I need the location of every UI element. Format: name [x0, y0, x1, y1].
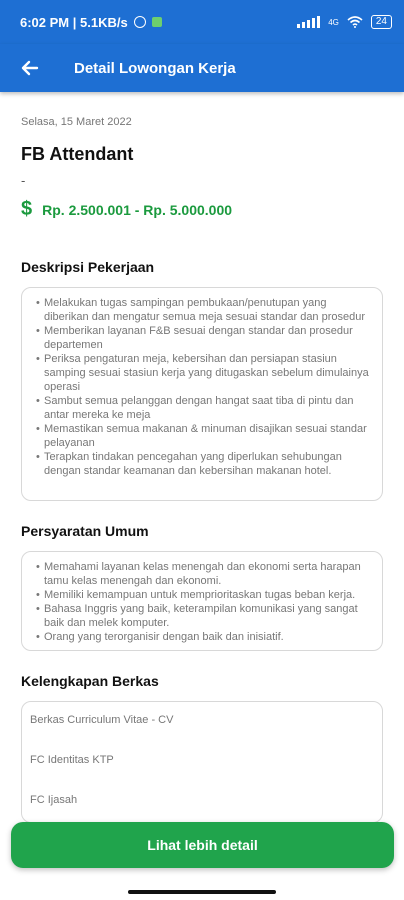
berkas-item: FC Ijasah	[30, 794, 78, 806]
app-bar	[0, 44, 404, 92]
status-time: 6:02 PM | 5.1KB/s	[20, 14, 128, 30]
notification-icon	[134, 16, 146, 28]
kelengkapan-title: Kelengkapan Berkas	[21, 673, 159, 689]
deskripsi-box[interactable]	[21, 287, 383, 501]
network-label: 4G	[328, 17, 339, 27]
app-notification-icon	[152, 17, 162, 27]
back-arrow-icon	[20, 58, 40, 78]
signal-icon	[297, 16, 320, 28]
status-bar	[0, 0, 404, 44]
page-title: Detail Lowongan Kerja	[74, 59, 236, 77]
list-item: • Memberikan layanan F&B sesuai dengan standar dan prosedur departemen	[34, 324, 372, 352]
list-item: • Terapkan tindakan pencegahan yang diperlukan sehubungan dengan standar keamanan dan kebersihan makanan hotel.	[34, 450, 372, 478]
wifi-icon	[347, 16, 363, 28]
list-item: • Memahami layanan kelas menengah dan ekonomi serta harapan tamu kelas menengah dan ekonomi.	[34, 560, 372, 588]
post-date: Selasa, 15 Maret 2022	[21, 116, 132, 128]
job-title: FB Attendant	[21, 144, 134, 164]
view-detail-button[interactable]: Lihat lebih detail	[11, 822, 394, 868]
deskripsi-title: Deskripsi Pekerjaan	[21, 259, 155, 275]
berkas-item: Berkas Curriculum Vitae - CV	[30, 714, 174, 726]
salary-text: Rp. 2.500.001 - Rp. 5.000.000	[42, 201, 233, 218]
status-right	[297, 15, 392, 29]
job-detail-content	[0, 92, 404, 823]
salary-row	[21, 198, 383, 221]
list-item: • Orang yang terorganisir dengan baik dan inisiatif.	[34, 630, 372, 644]
job-subtitle: -	[21, 173, 26, 188]
status-left	[20, 15, 162, 30]
deskripsi-list	[34, 296, 372, 478]
persyaratan-title: Persyaratan Umum	[21, 523, 149, 539]
berkas-item: FC Identitas KTP	[30, 754, 114, 766]
battery-icon: 24	[371, 15, 392, 29]
list-item: • Bahasa Inggris yang baik, keterampilan komunikasi yang sangat baik dan melek komputer.	[34, 602, 372, 630]
persyaratan-list	[34, 560, 372, 644]
back-button[interactable]	[10, 48, 50, 88]
kelengkapan-box[interactable]	[21, 701, 383, 823]
home-indicator[interactable]	[128, 890, 276, 894]
dollar-icon: $	[21, 198, 33, 220]
list-item: • Sambut semua pelanggan dengan hangat saat tiba di pintu dan antar mereka ke meja	[34, 394, 372, 422]
list-item: • Melakukan tugas sampingan pembukaan/penutupan yang diberikan dan mengatur semua meja sesuai standar dan prosedur	[34, 296, 372, 324]
list-item: • Periksa pengaturan meja, kebersihan dan persiapan stasiun samping sesuai stasiun kerja yang ditugaskan sebelum dimulainya operasi	[34, 352, 372, 394]
list-item: • Memastikan semua makanan & minuman disajikan sesuai standar pelayanan	[34, 422, 372, 450]
list-item: • Memiliki kemampuan untuk memprioritaskan tugas beban kerja.	[34, 588, 372, 602]
persyaratan-box[interactable]	[21, 551, 383, 651]
